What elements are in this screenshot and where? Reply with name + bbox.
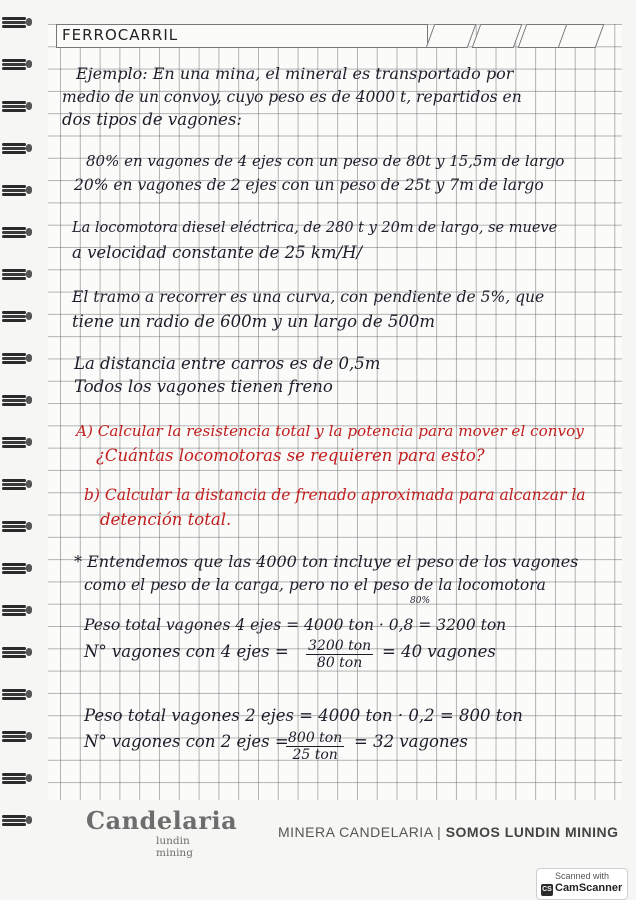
- question-b-line: b) Calcular la distancia de frenado aproximada para alcanzar la: [84, 486, 586, 504]
- spiral-ring: [0, 14, 30, 30]
- candelaria-logo: [86, 806, 238, 859]
- spiral-ring: [0, 686, 30, 702]
- footer-company: MINERA CANDELARIA: [278, 824, 433, 840]
- spiral-ring: [0, 224, 30, 240]
- spiral-ring: [0, 728, 30, 744]
- page-title: FERROCARRIL: [62, 26, 179, 44]
- spiral-ring: [0, 518, 30, 534]
- percent-annotation: 80%: [410, 596, 431, 606]
- calc-line: N° vagones con 4 ejes =: [84, 642, 289, 661]
- note-line: * Entendemos que las 4000 ton incluye el peso de los vagones: [74, 552, 579, 571]
- fraction: [286, 730, 344, 763]
- note-line: medio de un convoy, cuyo peso es de 4000 t, repartidos en: [62, 88, 522, 106]
- note-line: 80% en vagones de 4 ejes con un peso de 80t y 15,5m de largo: [86, 152, 565, 170]
- spiral-ring: [0, 770, 30, 786]
- spiral-ring: [0, 476, 30, 492]
- grid-paper: [48, 24, 622, 800]
- fraction: [306, 638, 373, 671]
- note-line: La locomotora diesel eléctrica, de 280 t y 20m de largo, se mueve: [72, 220, 558, 236]
- spiral-ring: [0, 392, 30, 408]
- spiral-ring: [0, 308, 30, 324]
- calc-line: = 32 vagones: [354, 732, 468, 751]
- note-line: a velocidad constante de 25 km/H/: [72, 243, 363, 262]
- camscanner-badge: [536, 868, 628, 900]
- note-line: La distancia entre carros es de 0,5m: [74, 354, 381, 373]
- question-b-line: detención total.: [100, 510, 232, 529]
- logo-wordmark: Candelaria: [86, 806, 238, 835]
- question-a-line: A) Calcular la resistencia total y la potencia para mover el convoy: [76, 422, 584, 440]
- spiral-ring: [0, 140, 30, 156]
- spiral-ring: [0, 602, 30, 618]
- note-line: dos tipos de vagones:: [62, 110, 242, 129]
- header-date-tabs: [426, 24, 602, 46]
- spiral-ring: [0, 266, 30, 282]
- note-line: como el peso de la carga, pero no el peso de la locomotora: [84, 576, 546, 594]
- spiral-ring: [0, 812, 30, 828]
- header-tab: [472, 24, 523, 48]
- spiral-ring: [0, 98, 30, 114]
- spiral-ring: [0, 56, 30, 72]
- logo-subtitle: lundin mining: [156, 835, 193, 859]
- header-tab: [426, 24, 477, 48]
- spiral-ring: [0, 560, 30, 576]
- spiral-ring: [0, 350, 30, 366]
- header-tab: [558, 24, 605, 48]
- footer-text: [278, 824, 619, 840]
- calc-line: N° vagones con 2 ejes =: [84, 732, 289, 751]
- note-line: tiene un radio de 600m y un largo de 500m: [72, 312, 436, 331]
- note-line: El tramo a recorrer es una curva, con pendiente de 5%, que: [72, 288, 545, 306]
- camscanner-name: CamScanner: [555, 882, 623, 894]
- fraction-numerator: 800 ton: [288, 730, 343, 746]
- question-a-line: ¿Cuántas locomotoras se requieren para esto?: [96, 446, 485, 465]
- note-line: 20% en vagones de 2 ejes con un peso de 25t y 7m de largo: [74, 176, 544, 194]
- spiral-ring: [0, 434, 30, 450]
- fraction-denominator: 25 ton: [292, 747, 338, 763]
- calc-line: = 40 vagones: [382, 642, 496, 661]
- note-line: Ejemplo: En una mina, el mineral es transportado por: [76, 64, 514, 83]
- fraction-numerator: 3200 ton: [308, 638, 372, 654]
- spiral-ring: [0, 182, 30, 198]
- note-line: Todos los vagones tienen freno: [74, 377, 333, 396]
- calc-line: Peso total vagones 4 ejes = 4000 ton · 0,8 = 3200 ton: [84, 616, 507, 634]
- calc-line: Peso total vagones 2 ejes = 4000 ton · 0,2 = 800 ton: [84, 706, 523, 725]
- footer-separator: |: [437, 824, 442, 840]
- fraction-denominator: 80 ton: [316, 655, 363, 671]
- spiral-ring: [0, 644, 30, 660]
- camscanner-caption: Scanned with: [554, 871, 610, 881]
- camscanner-icon: CS: [541, 884, 553, 896]
- footer-slogan: SOMOS LUNDIN MINING: [445, 824, 619, 840]
